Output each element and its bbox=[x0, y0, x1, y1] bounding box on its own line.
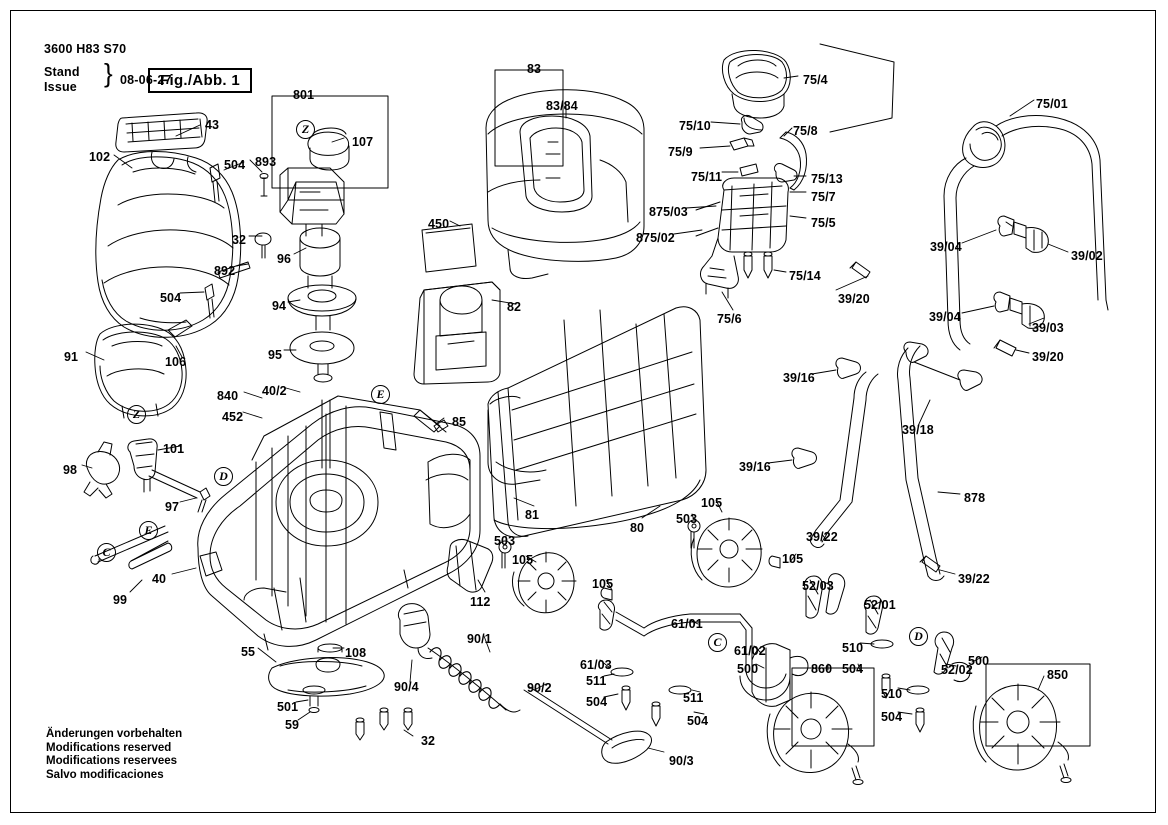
callout-label: 82 bbox=[507, 300, 522, 314]
callout-label: 98 bbox=[63, 463, 78, 477]
disclaimer-block bbox=[46, 728, 182, 782]
callout-label: 503 bbox=[494, 534, 516, 548]
callout-label: 40/2 bbox=[262, 384, 287, 398]
callout-label: 75/8 bbox=[793, 124, 818, 138]
callout-label: 39/04 bbox=[929, 310, 961, 324]
callout-label: 452 bbox=[222, 410, 244, 424]
callout-label: 85 bbox=[452, 415, 467, 429]
callout-label: 105 bbox=[512, 553, 534, 567]
callout-label: 510 bbox=[842, 641, 864, 655]
callout-label: 94 bbox=[272, 299, 287, 313]
figure-label: Fig./Abb. 1 bbox=[160, 72, 240, 89]
callout-label: 75/4 bbox=[803, 73, 828, 87]
issue-label: Issue bbox=[44, 80, 77, 94]
callout-label: 39/22 bbox=[958, 572, 990, 586]
callout-label: 840 bbox=[217, 389, 239, 403]
callout-marker-c: C bbox=[97, 543, 116, 562]
disclaimer-es: Salvo modificaciones bbox=[46, 768, 164, 781]
callout-label: 39/22 bbox=[806, 530, 838, 544]
callout-label: 55 bbox=[241, 645, 256, 659]
callout-label: 75/6 bbox=[717, 312, 742, 326]
disclaimer-fr: Modifications reservees bbox=[46, 755, 178, 768]
callout-marker-z: Z bbox=[296, 120, 315, 139]
callout-marker-e: E bbox=[371, 385, 390, 404]
callout-label: 39/18 bbox=[902, 423, 934, 437]
callout-label: 75/7 bbox=[811, 190, 836, 204]
callout-label: 504 bbox=[586, 695, 608, 709]
header-brace: } bbox=[104, 58, 113, 88]
callout-label: 500 bbox=[968, 654, 990, 668]
callout-label: 99 bbox=[113, 593, 128, 607]
callout-label: 39/02 bbox=[1071, 249, 1103, 263]
callout-label: 59 bbox=[285, 718, 300, 732]
callout-label: 39/20 bbox=[838, 292, 870, 306]
sheet-border bbox=[10, 10, 1156, 813]
callout-label: 91 bbox=[64, 350, 79, 364]
callout-label: 105 bbox=[592, 577, 614, 591]
callout-label: 860 bbox=[811, 662, 833, 676]
callout-label: 39/16 bbox=[739, 460, 771, 474]
callout-label: 83/84 bbox=[546, 99, 578, 113]
callout-label: 75/10 bbox=[679, 119, 711, 133]
callout-label: 510 bbox=[881, 687, 903, 701]
callout-marker-z: Z bbox=[127, 405, 146, 424]
callout-label: 52/02 bbox=[941, 663, 973, 677]
issue-date: 08-06-27 bbox=[120, 73, 172, 87]
callout-label: 39/16 bbox=[783, 371, 815, 385]
callout-label: 503 bbox=[676, 512, 698, 526]
callout-label: 501 bbox=[277, 700, 299, 714]
callout-label: 875/03 bbox=[649, 205, 688, 219]
callout-label: 75/5 bbox=[811, 216, 836, 230]
callout-label: 40 bbox=[152, 572, 167, 586]
callout-label: 75/14 bbox=[789, 269, 821, 283]
disclaimer-en: Modifications reserved bbox=[46, 741, 172, 754]
callout-label: 61/02 bbox=[734, 644, 766, 658]
callout-label: 90/1 bbox=[467, 632, 492, 646]
callout-label: 90/2 bbox=[527, 681, 552, 695]
callout-label: 52/01 bbox=[864, 598, 896, 612]
callout-label: 892 bbox=[214, 264, 236, 278]
callout-label: 61/03 bbox=[580, 658, 612, 672]
figure-box bbox=[148, 68, 252, 93]
callout-label: 504 bbox=[881, 710, 903, 724]
callout-label: 32 bbox=[232, 233, 247, 247]
callout-label: 43 bbox=[205, 118, 220, 132]
callout-label: 90/4 bbox=[394, 680, 419, 694]
callout-label: 80 bbox=[630, 521, 645, 535]
callout-label: 39/20 bbox=[1032, 350, 1064, 364]
callout-label: 850 bbox=[1047, 668, 1069, 682]
callout-label: 75/13 bbox=[811, 172, 843, 186]
callout-label: 801 bbox=[293, 88, 315, 102]
callout-label: 107 bbox=[352, 135, 374, 149]
callout-label: 39/03 bbox=[1032, 321, 1064, 335]
callout-label: 504 bbox=[687, 714, 709, 728]
callout-label: 106 bbox=[165, 355, 187, 369]
callout-label: 101 bbox=[163, 442, 185, 456]
callout-label: 105 bbox=[701, 496, 723, 510]
callout-label: 96 bbox=[277, 252, 292, 266]
stand-label: Stand bbox=[44, 65, 80, 79]
callout-label: 75/9 bbox=[668, 145, 693, 159]
callout-label: 97 bbox=[165, 500, 180, 514]
callout-label: 504 bbox=[160, 291, 182, 305]
callout-label: 95 bbox=[268, 348, 283, 362]
callout-marker-d: D bbox=[214, 467, 233, 486]
callout-label: 39/04 bbox=[930, 240, 962, 254]
callout-label: 504 bbox=[224, 158, 246, 172]
callout-label: 83 bbox=[527, 62, 542, 76]
callout-label: 878 bbox=[964, 491, 986, 505]
callout-label: 500 bbox=[737, 662, 759, 676]
callout-label: 108 bbox=[345, 646, 367, 660]
callout-label: 504 bbox=[842, 662, 864, 676]
callout-label: 511 bbox=[683, 691, 704, 705]
callout-label: 32 bbox=[421, 734, 436, 748]
callout-label: 511 bbox=[586, 674, 607, 688]
callout-marker-c: C bbox=[708, 633, 727, 652]
callout-label: 81 bbox=[525, 508, 540, 522]
callout-label: 105 bbox=[782, 552, 804, 566]
type-number: 3600 H83 S70 bbox=[44, 42, 127, 56]
callout-label: 61/01 bbox=[671, 617, 703, 631]
callout-label: 52/03 bbox=[802, 579, 834, 593]
callout-marker-d: D bbox=[909, 627, 928, 646]
callout-label: 90/3 bbox=[669, 754, 694, 768]
callout-label: 112 bbox=[470, 595, 491, 609]
callout-label: 450 bbox=[428, 217, 450, 231]
callout-label: 102 bbox=[89, 150, 111, 164]
callout-label: 893 bbox=[255, 155, 277, 169]
callout-marker-e: E bbox=[139, 521, 158, 540]
callout-label: 75/11 bbox=[691, 170, 723, 184]
disclaimer-de: Änderungen vorbehalten bbox=[46, 728, 183, 740]
callout-label: 875/02 bbox=[636, 231, 675, 245]
callout-label: 75/01 bbox=[1036, 97, 1068, 111]
